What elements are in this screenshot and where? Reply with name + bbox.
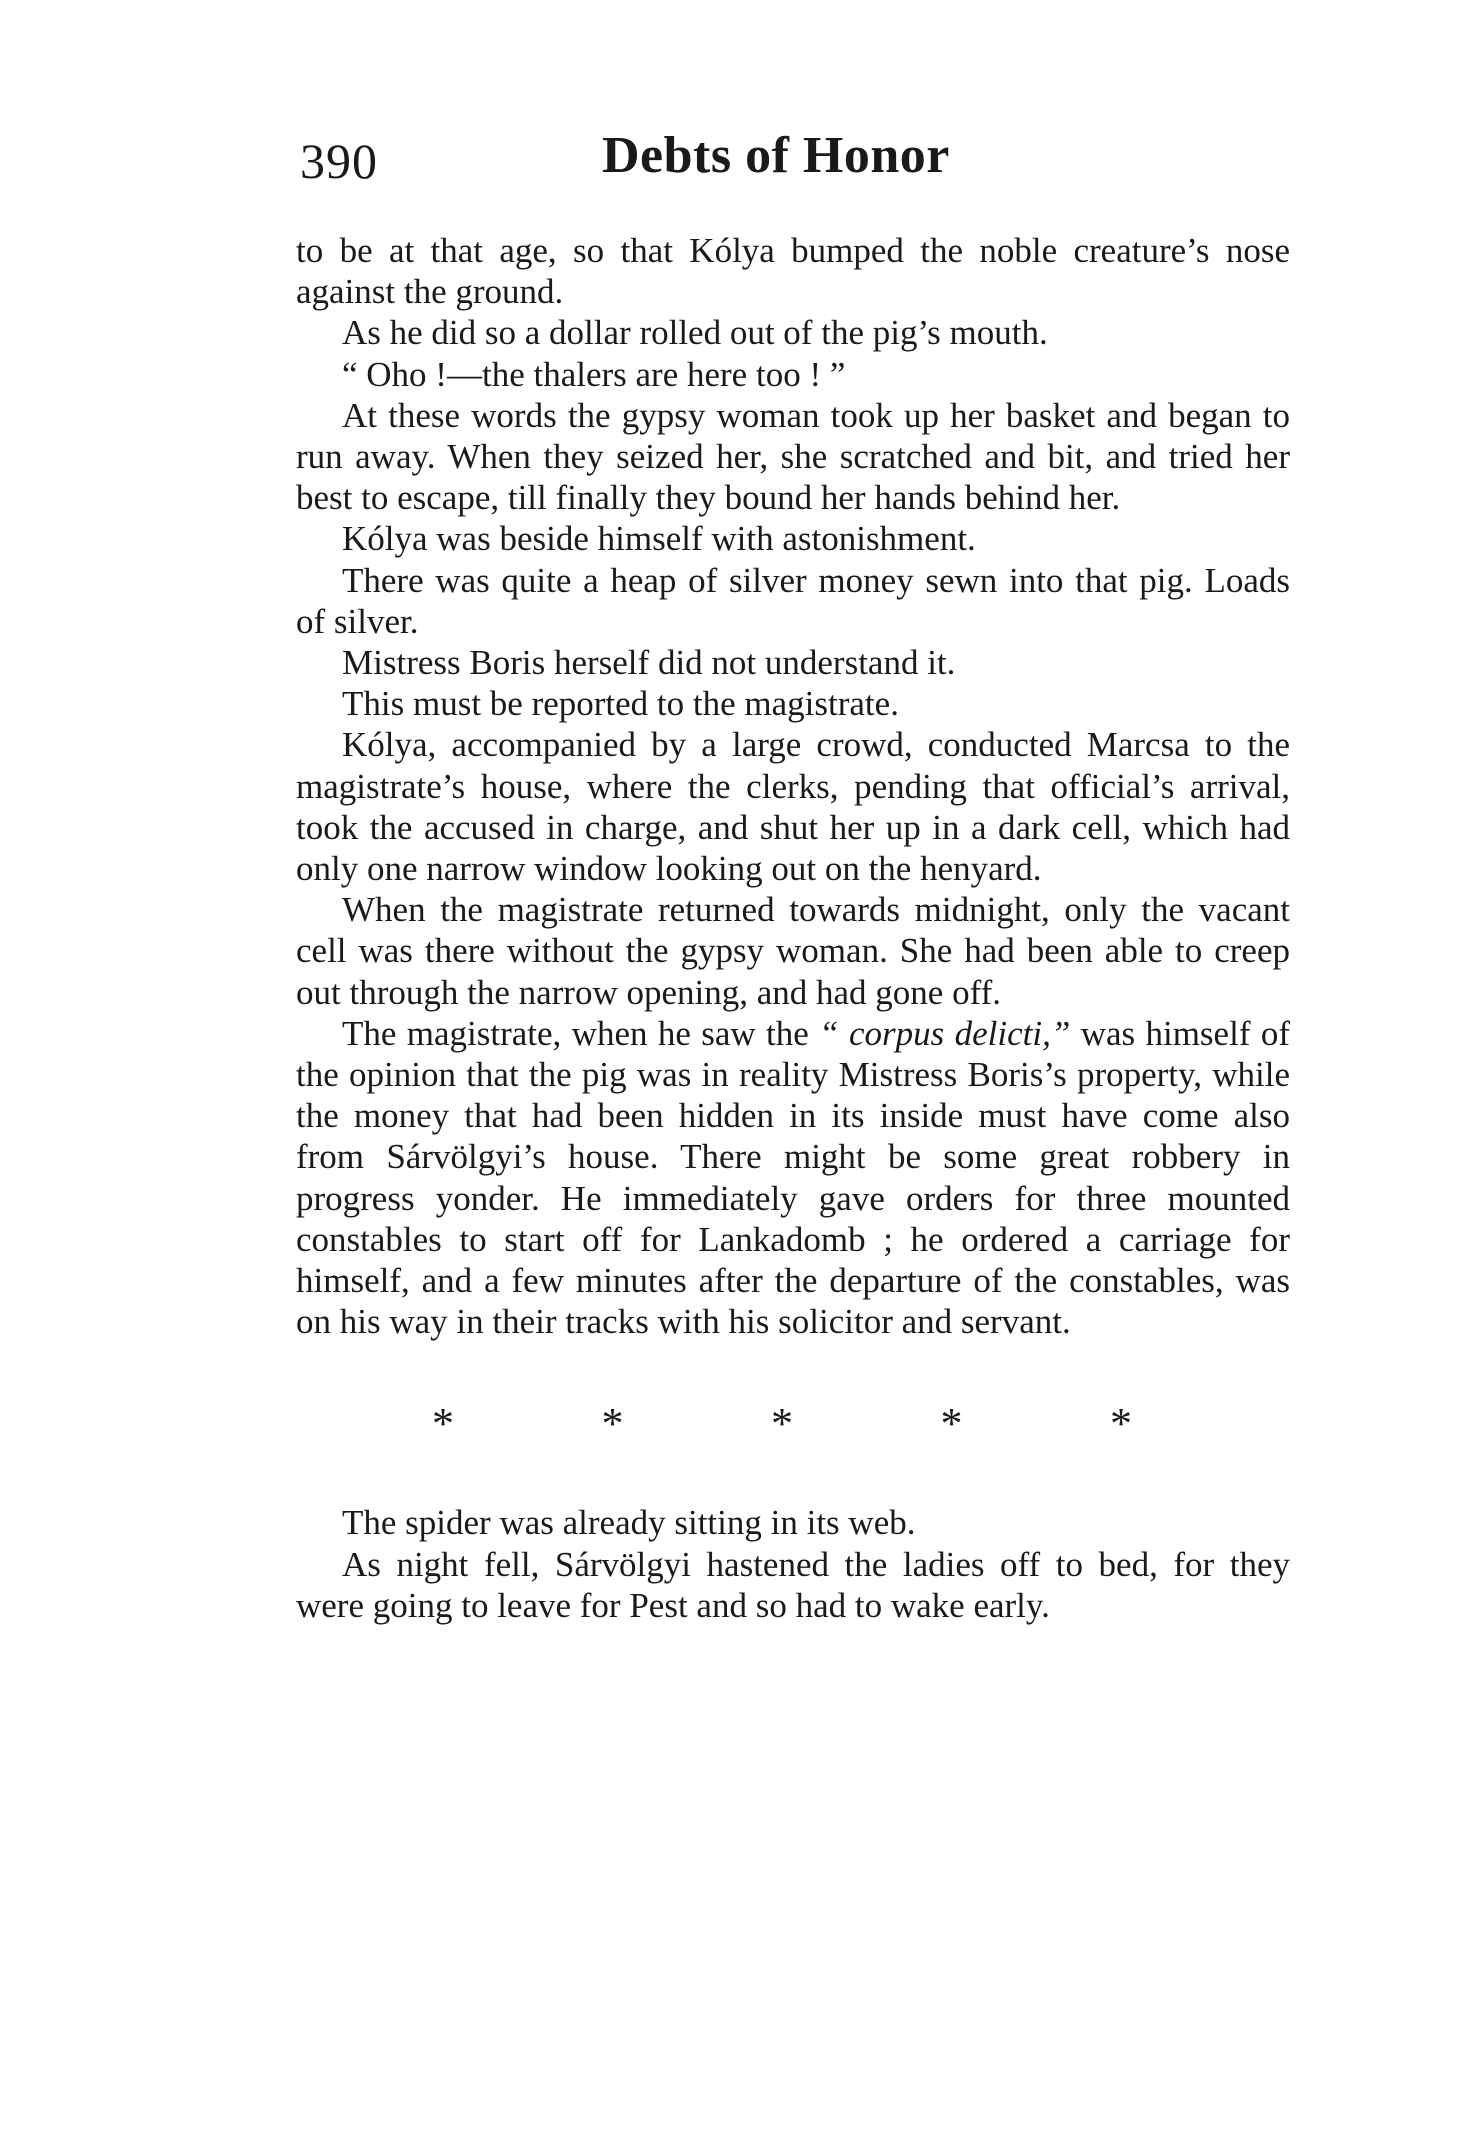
asterisk-5: * — [1110, 1399, 1132, 1449]
paragraph-11 — [296, 1013, 1290, 1343]
asterisk-4: * — [940, 1399, 963, 1449]
paragraph-5: Kólya was beside himself with astonishment. — [342, 519, 976, 559]
paragraph-7: Mistress Boris herself did not understand it. — [342, 643, 956, 683]
asterisk-3: * — [771, 1399, 793, 1449]
paragraph-13: As night fell, Sárvölgyi hastened the ladies off to bed, for they were going to leave for Pest and so had to wake early. — [296, 1544, 1290, 1625]
paragraph-3: “ Oho !—the thalers are here too ! ” — [342, 354, 846, 394]
paragraph-4: At these words the gypsy woman took up her basket and began to run away. When they seized her, she scratched and bit, and tried her best to escape, till finally they bound her hands behind her. — [296, 395, 1290, 518]
paragraph-11-end: was himself of the opinion that the pig was in reality Mistress Boris’s property, while the money that had been hidden in its inside must have come also from Sárvölgyi’s house. There might be some great robbery in progress yonder. He immediately gave orders for three mounted constables to start off for Lankadomb ; he ordered a carriage for himself, and a few minutes after the departure of the constables, was on his way in their tracks with his solicitor and servant. — [296, 1013, 1290, 1342]
paragraph-11-start: The magistrate, when he saw the — [342, 1013, 820, 1053]
asterisk-2: * — [601, 1399, 624, 1449]
paragraph-6: There was quite a heap of silver money sewn into that pig. Loads of silver. — [296, 560, 1290, 641]
page-number: 390 — [300, 133, 378, 189]
asterisk-1: * — [432, 1399, 454, 1449]
page-header — [300, 122, 1300, 202]
paragraph-10: When the magistrate returned towards midnight, only the vacant cell was there without the gypsy woman. She had been able to creep out through the narrow opening, and had gone off. — [296, 890, 1290, 1012]
paragraph-11-italic: “ corpus delicti,” — [819, 1013, 1071, 1053]
running-title: Debts of Honor — [602, 127, 950, 184]
section-separator — [432, 1399, 1132, 1449]
paragraph-2: As he did so a dollar rolled out of the pig’s mouth. — [342, 313, 1048, 353]
paragraph-1: to be at that age, so that Kólya bumped the noble creature’s nose against the ground. — [296, 231, 1290, 312]
paragraph-12: The spider was already sitting in its web. — [342, 1503, 916, 1543]
paragraph-8: This must be reported to the magistrate. — [342, 684, 899, 724]
body-text — [296, 230, 1290, 1626]
paragraph-9: Kólya, accompanied by a large crowd, conducted Marcsa to the magistrate’s house, where the clerks, pending that official’s arrival, took the accused in charge, and shut her up in a dark cell, which had only one narrow window looking out on the henyard. — [296, 725, 1290, 889]
